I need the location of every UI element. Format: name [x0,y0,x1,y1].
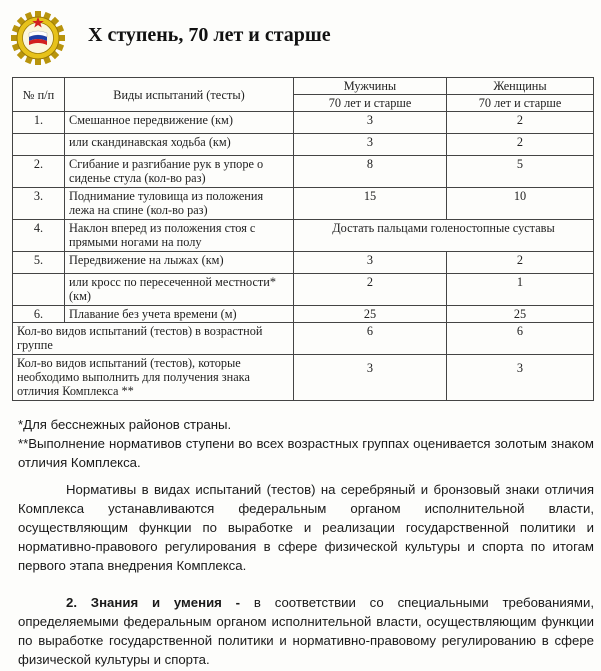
table-row [13,252,594,274]
notes-section [18,415,594,669]
header-men-age: 70 лет и старше [294,95,447,112]
summary-women-value: 3 [447,355,594,401]
table-row [13,156,594,188]
header-women-age: 70 лет и старше [447,95,594,112]
table-summary-row [13,323,594,355]
paragraph-knowledge-skills [18,593,594,669]
emblem-flag [29,31,47,45]
table-row [13,188,594,220]
row-men-value: 25 [294,306,447,323]
header-num: № п/п [13,78,65,112]
row-women-value: 2 [447,112,594,134]
norms-table [12,77,594,401]
header-tests: Виды испытаний (тесты) [65,78,294,112]
summary-label: Кол-во видов испытаний (тестов), которые необходимо выполнить для получения знака отличия Комплекса ** [13,355,294,401]
header-women: Женщины [447,78,594,95]
summary-women-value: 6 [447,323,594,355]
summary-men-value: 3 [294,355,447,401]
summary-label: Кол-во видов испытаний (тестов) в возрастной группе [13,323,294,355]
row-men-value: 2 [294,274,447,306]
summary-men-value: 6 [294,323,447,355]
row-num: 3. [13,188,65,220]
row-num: 6. [13,306,65,323]
gto-emblem-icon [10,10,66,66]
page-title: X ступень, 70 лет и старше [88,24,331,46]
row-test-name: или скандинавская ходьба (км) [65,134,294,156]
footnote-snowless: *Для бесснежных районов страны. [18,417,232,432]
table-summary-row [13,355,594,401]
table-row [13,274,594,306]
row-merged-value: Достать пальцами голеностопные суставы [294,220,594,252]
row-test-name: или кросс по пересеченной местности* (км) [65,274,294,306]
section-text: в соответствии со специальными требованиями, определяемыми федеральным органом исполнительной власти, осуществляющим функции по выработке государственной политики и нормативно-правовому регулированию в сфере физической культуры и спорта. [18,595,594,667]
row-women-value: 25 [447,306,594,323]
row-num: 4. [13,220,65,252]
page-header [6,6,596,68]
row-women-value: 1 [447,274,594,306]
row-test-name: Наклон вперед из положения стоя с прямыми ногами на полу [65,220,294,252]
table-row [13,112,594,134]
row-men-value: 3 [294,252,447,274]
row-test-name: Передвижение на лыжах (км) [65,252,294,274]
paragraph-silver-bronze: Нормативы в видах испытаний (тестов) на серебряный и бронзовый знаки отличия Комплекса устанавливаются федеральным органом исполнительной власти, осуществляющим функции по выработке и реализации государственной политики и нормативно-правового регулирования в сфере физической культуры и спорта по итогам первого этапа внедрения Комплекса. [18,482,594,573]
row-test-name: Смешанное передвижение (км) [65,112,294,134]
table-row [13,134,594,156]
row-num: 1. [13,112,65,134]
row-women-value: 2 [447,252,594,274]
row-test-name: Плавание без учета времени (м) [65,306,294,323]
table-row [13,306,594,323]
row-women-value: 10 [447,188,594,220]
footnote-gold-badge: **Выполнение нормативов ступени во всех возрастных группах оценивается золотым знаком отличия Комплекса. [18,436,594,470]
row-num [13,134,65,156]
table-header-row [13,78,594,95]
row-women-value: 5 [447,156,594,188]
section-heading: 2. Знания и умения - [66,595,241,610]
header-men: Мужчины [294,78,447,95]
row-men-value: 15 [294,188,447,220]
row-num: 2. [13,156,65,188]
row-men-value: 3 [294,112,447,134]
row-test-name: Поднимание туловища из положения лежа на спине (кол-во раз) [65,188,294,220]
row-num: 5. [13,252,65,274]
table-row [13,220,594,252]
row-men-value: 8 [294,156,447,188]
row-women-value: 2 [447,134,594,156]
row-test-name: Сгибание и разгибание рук в упоре о сиденье стула (кол-во раз) [65,156,294,188]
row-num [13,274,65,306]
row-men-value: 3 [294,134,447,156]
